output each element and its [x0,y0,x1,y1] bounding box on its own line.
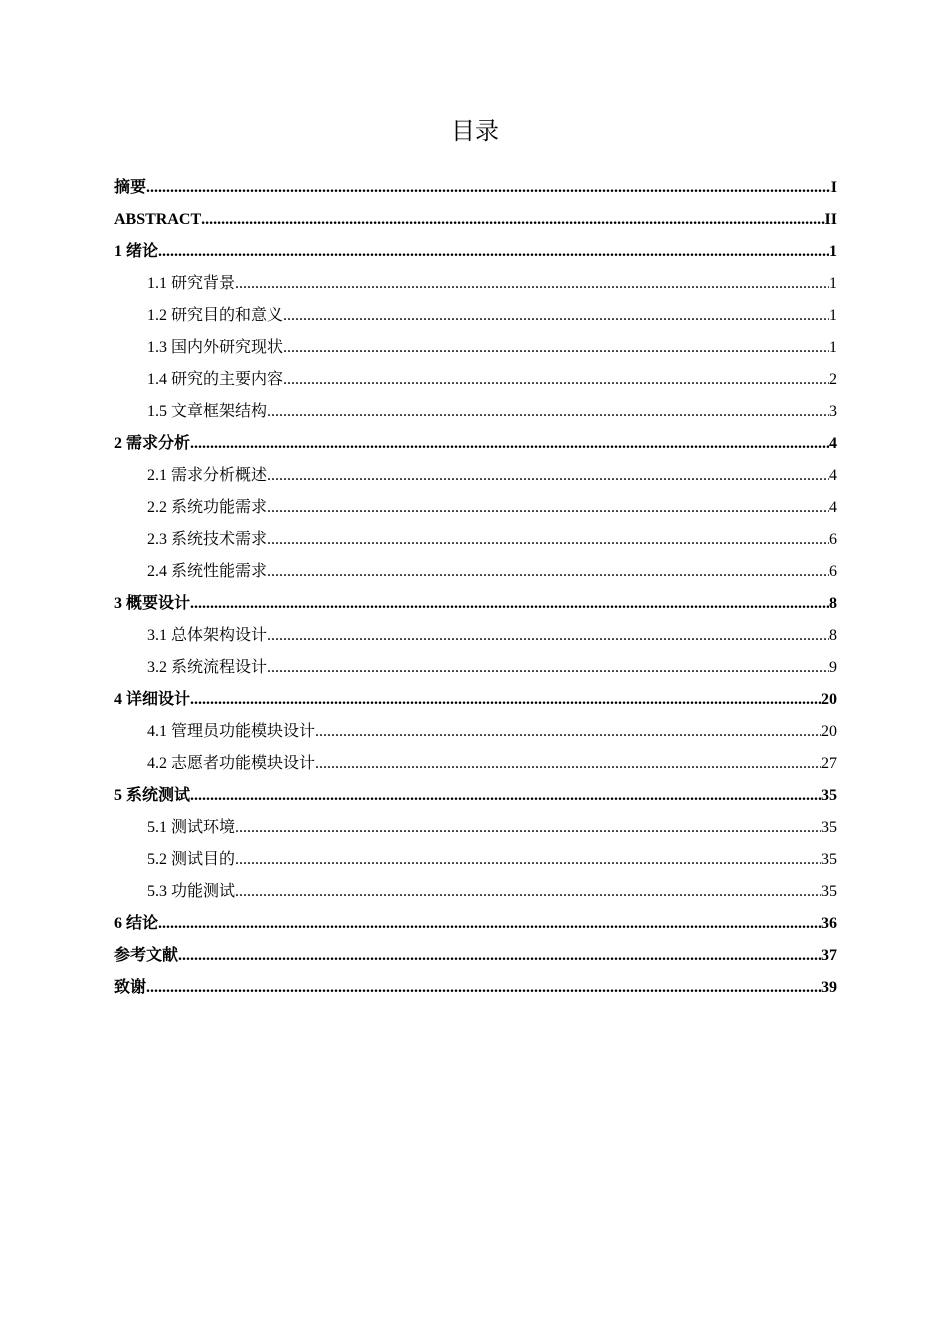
toc-entry[interactable] [114,236,837,268]
toc-leader-dots [235,844,821,876]
toc-leader-dots [283,364,829,396]
toc-page-number: 8 [829,595,837,612]
toc-leader-dots [178,940,821,972]
toc-entry[interactable] [114,300,837,332]
toc-page-number: 8 [829,627,837,644]
toc-entry[interactable] [114,268,837,300]
toc-entry-text: 1.3 国内外研究现状 [147,339,284,356]
toc-page-number: 20 [821,723,837,740]
toc-page-number: I [830,179,837,196]
toc-page-number: 6 [829,563,837,580]
toc-entry[interactable] [114,844,837,876]
toc-leader-dots [267,620,829,652]
toc-page-number: 1 [829,275,837,292]
toc-entry[interactable] [114,876,837,908]
toc-entry-text: 1 绪论 [114,243,159,260]
toc-page-number: 37 [821,947,837,964]
toc-entry-text: 4 详细设计 [114,691,191,708]
toc-page-number: 1 [829,243,837,260]
toc-leader-dots [190,428,829,460]
toc-page-number: 4 [829,435,837,452]
toc-list [114,172,837,1004]
toc-entry[interactable] [114,908,837,940]
toc-entry[interactable] [114,812,837,844]
toc-entry-text: 2.3 系统技术需求 [147,531,268,548]
toc-entry[interactable] [114,428,837,460]
toc-entry-text: 5.1 测试环境 [147,819,236,836]
toc-entry[interactable] [114,364,837,396]
toc-page-number: 27 [821,755,837,772]
toc-entry[interactable] [114,972,837,1004]
toc-entry-text: 1.2 研究目的和意义 [147,307,284,324]
toc-leader-dots [267,492,829,524]
toc-entry-text: 5.2 测试目的 [147,851,236,868]
toc-entry[interactable] [114,652,837,684]
toc-entry-text: 1.1 研究背景 [147,275,236,292]
toc-leader-dots [267,652,829,684]
toc-entry-text: 6 结论 [114,915,159,932]
toc-entry[interactable] [114,172,837,204]
toc-page-number: 3 [829,403,837,420]
toc-entry-text: 摘要 [114,179,147,196]
toc-leader-dots [283,332,829,364]
toc-entry[interactable] [114,524,837,556]
toc-entry-text: 5 系统测试 [114,787,191,804]
toc-page-number: 1 [829,339,837,356]
toc-page-number: 4 [829,467,837,484]
toc-leader-dots [158,908,821,940]
toc-entry[interactable] [114,460,837,492]
toc-page-number: 39 [821,979,837,996]
toc-leader-dots [190,588,829,620]
toc-page-number: 35 [821,787,837,804]
toc-page-number: 9 [829,659,837,676]
toc-entry-text: 1.4 研究的主要内容 [147,371,284,388]
toc-entry[interactable] [114,684,837,716]
toc-leader-dots [190,780,821,812]
toc-entry[interactable] [114,716,837,748]
toc-entry-text: 3.2 系统流程设计 [147,659,268,676]
toc-entry-text: 2.1 需求分析概述 [147,467,268,484]
toc-leader-dots [235,876,821,908]
toc-entry-text: 2.4 系统性能需求 [147,563,268,580]
toc-leader-dots [267,396,829,428]
toc-entry-text: 3 概要设计 [114,595,191,612]
toc-leader-dots [146,972,821,1004]
toc-entry[interactable] [114,332,837,364]
toc-entry[interactable] [114,940,837,972]
toc-entry[interactable] [114,556,837,588]
toc-entry[interactable] [114,748,837,780]
toc-page-number: 1 [829,307,837,324]
toc-page-number: 6 [829,531,837,548]
toc-entry[interactable] [114,780,837,812]
toc-page-number: 2 [829,371,837,388]
toc-entry-text: 3.1 总体架构设计 [147,627,268,644]
toc-leader-dots [283,300,829,332]
toc-page-number: 35 [821,819,837,836]
toc-page-number: II [824,211,837,228]
toc-entry-text: 致谢 [114,979,147,996]
toc-entry-text: 2 需求分析 [114,435,191,452]
toc-entry[interactable] [114,492,837,524]
toc-page-number: 36 [821,915,837,932]
toc-entry[interactable] [114,204,837,236]
toc-leader-dots [267,524,829,556]
toc-page-number: 4 [829,499,837,516]
toc-entry-text: 4.2 志愿者功能模块设计 [147,755,316,772]
toc-leader-dots [235,268,829,300]
toc-entry[interactable] [114,396,837,428]
toc-entry-text: 4.1 管理员功能模块设计 [147,723,316,740]
toc-leader-dots [235,812,821,844]
toc-leader-dots [201,204,824,236]
toc-entry-text: 参考文献 [114,947,179,964]
toc-title: 目录 [451,117,499,145]
toc-leader-dots [267,460,829,492]
toc-entry-text: 1.5 文章框架结构 [147,403,268,420]
toc-page-number: 35 [821,851,837,868]
toc-entry[interactable] [114,588,837,620]
toc-leader-dots [158,236,829,268]
toc-entry-text: ABSTRACT [114,211,202,228]
toc-entry-text: 5.3 功能测试 [147,883,236,900]
toc-leader-dots [146,172,831,204]
toc-leader-dots [315,748,821,780]
toc-entry[interactable] [114,620,837,652]
toc-leader-dots [190,684,821,716]
toc-leader-dots [315,716,821,748]
toc-page-number: 20 [821,691,837,708]
toc-leader-dots [267,556,829,588]
toc-page-number: 35 [821,883,837,900]
toc-entry-text: 2.2 系统功能需求 [147,499,268,516]
